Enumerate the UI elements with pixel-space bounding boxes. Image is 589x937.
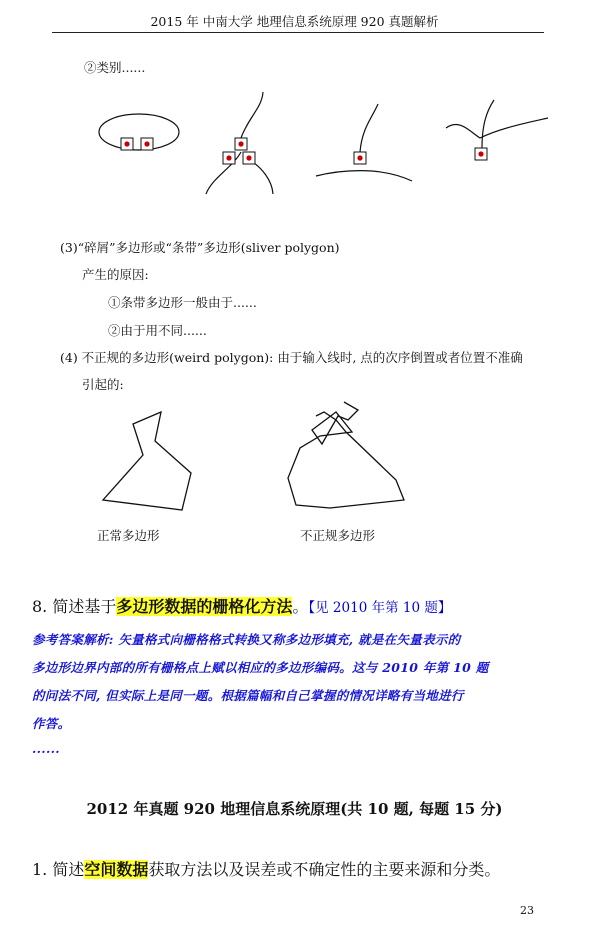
label-point	[478, 151, 483, 156]
question-8-reference: 【见 2010 年第 10 题】	[308, 600, 452, 616]
line-top-3	[360, 104, 378, 152]
question-8	[32, 594, 451, 617]
reason-2: ②由于用不同......	[108, 323, 207, 338]
closed-loop-line	[99, 114, 179, 150]
page-header: 2015 年 中南大学 地理信息系统原理 920 真题解析	[150, 14, 439, 29]
answer-ellipsis: ......	[32, 741, 60, 756]
cause-label: 产生的原因:	[82, 267, 149, 282]
point-box	[235, 138, 247, 150]
question-8-suffix: 。	[292, 597, 309, 616]
reason-1: ①条带多边形一般由于......	[108, 295, 257, 310]
answer-line-2: 多边形边界内部的所有栅格点上赋以相应的多边形编码。这与 2010 年第 10 题	[32, 660, 489, 675]
caption-weird-polygon: 不正规多边形	[300, 528, 376, 543]
point-box	[223, 152, 235, 164]
header-rule	[52, 32, 544, 33]
point-box	[243, 152, 255, 164]
point-box	[354, 152, 366, 164]
question-1-prefix: 1. 简述	[32, 860, 85, 879]
sliver-heading: (3)“碎屑”多边形或“条带”多边形(sliver polygon)	[60, 240, 340, 255]
line-vertical-4	[482, 100, 494, 148]
label-point	[226, 155, 231, 160]
branch-line-left	[206, 152, 241, 194]
label-point	[357, 155, 362, 160]
normal-polygon	[103, 412, 191, 510]
label-point	[238, 141, 243, 146]
category-label: ②类别......	[84, 60, 146, 75]
branch-line-right	[250, 160, 273, 194]
question-8-prefix: 8. 简述基于	[32, 597, 117, 616]
line-crossing-4	[446, 118, 548, 138]
question-1-highlight: 空间数据	[84, 860, 149, 879]
point-box	[475, 148, 487, 160]
weird-polygon-line2: 引起的:	[82, 377, 124, 392]
question-1-suffix: 获取方法以及误差或不确定性的主要来源和分类。	[148, 860, 501, 879]
answer-line-3: 的问法不同, 但实际上是同一题。根据篇幅和自己掌握的情况详略有当地进行	[32, 688, 464, 703]
weird-polygon-line1: (4) 不正规的多边形(weird polygon): 由于输入线时, 点的次序倒置或者位置不准确	[60, 350, 523, 365]
page-number: 23	[520, 904, 534, 917]
question-1	[32, 857, 500, 880]
answer-line-4: 作答。	[32, 716, 71, 731]
weird-polygon	[288, 402, 404, 508]
label-point	[124, 141, 129, 146]
point-box	[141, 138, 153, 150]
line-bottom-3	[316, 171, 412, 181]
point-box	[121, 138, 133, 150]
label-point	[246, 155, 251, 160]
caption-normal-polygon: 正常多边形	[97, 528, 160, 543]
label-point	[144, 141, 149, 146]
question-8-highlight: 多边形数据的栅格化方法	[116, 597, 293, 616]
section-2012-title: 2012 年真题 920 地理信息系统原理(共 10 题, 每题 15 分)	[86, 800, 503, 818]
branch-line-top	[241, 92, 263, 138]
answer-line-1: 参考答案解析: 矢量格式向栅格格式转换又称多边形填充, 就是在矢量表示的	[32, 632, 461, 647]
